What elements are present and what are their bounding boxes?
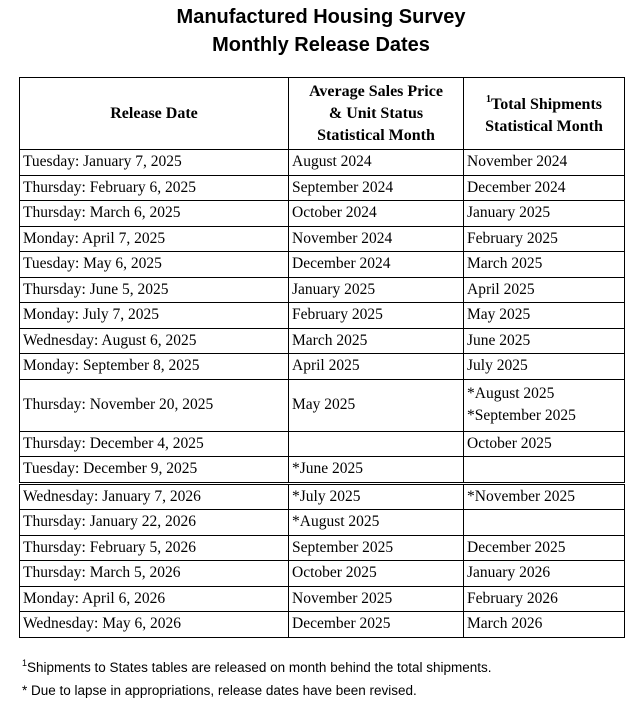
table-row: [20, 226, 625, 252]
header-ship-line1: [467, 89, 621, 116]
header-sales-price: [289, 78, 464, 150]
footnote-1: [22, 658, 492, 675]
table-row: [20, 354, 625, 380]
release-date-cell: Monday: April 6, 2026: [20, 586, 289, 612]
footnote-1-marker: 1: [22, 658, 28, 668]
shipments-month-cell: [464, 379, 625, 431]
sales-month-cell: December 2025: [289, 612, 464, 638]
release-date-cell: Thursday: February 6, 2025: [20, 175, 289, 201]
sales-month-cell: November 2025: [289, 586, 464, 612]
table-row: [20, 483, 625, 510]
header-ship-line2: Statistical Month: [485, 118, 603, 135]
table-row: [20, 379, 625, 431]
shipments-month-cell: [464, 457, 625, 484]
footnote-2: * Due to lapse in appropriations, release dates have been revised.: [22, 683, 417, 698]
shipments-month-cell: December 2024: [464, 175, 625, 201]
shipments-month-cell: June 2025: [464, 328, 625, 354]
shipments-month-cell: April 2025: [464, 277, 625, 303]
table-row: [20, 328, 625, 354]
shipments-month-cell: December 2025: [464, 535, 625, 561]
release-schedule-table: [19, 77, 625, 638]
release-date-cell: Thursday: December 4, 2025: [20, 431, 289, 457]
shipments-month-cell: February 2025: [464, 226, 625, 252]
release-date-cell: Monday: September 8, 2025: [20, 354, 289, 380]
release-date-cell: Thursday: November 20, 2025: [20, 379, 289, 431]
shipments-month-line2: *September 2025: [467, 407, 576, 424]
release-date-cell: Tuesday: December 9, 2025: [20, 457, 289, 484]
table-row: [20, 303, 625, 329]
release-date-cell: Thursday: March 5, 2026: [20, 561, 289, 587]
footnote-1-text: Shipments to States tables are released on month behind the total shipments.: [27, 660, 492, 675]
sales-month-cell: March 2025: [289, 328, 464, 354]
table-row: [20, 457, 625, 484]
table-row: [20, 150, 625, 176]
sales-month-cell: April 2025: [289, 354, 464, 380]
header-total-shipments: [464, 78, 625, 150]
table-row: [20, 561, 625, 587]
release-date-cell: Thursday: February 5, 2026: [20, 535, 289, 561]
shipments-month-cell: February 2026: [464, 586, 625, 612]
header-sales-line1: Average Sales Price: [309, 82, 443, 100]
sales-month-cell: September 2025: [289, 535, 464, 561]
sales-month-cell: *July 2025: [289, 483, 464, 510]
header-release-date: Release Date: [20, 78, 289, 150]
release-date-cell: Monday: July 7, 2025: [20, 303, 289, 329]
shipments-month-cell: *November 2025: [464, 483, 625, 510]
sales-month-cell: *August 2025: [289, 510, 464, 536]
release-date-cell: Tuesday: May 6, 2025: [20, 252, 289, 278]
table-row: [20, 175, 625, 201]
sales-month-cell: December 2024: [289, 252, 464, 278]
sales-month-cell: October 2025: [289, 561, 464, 587]
shipments-month-cell: July 2025: [464, 354, 625, 380]
release-date-cell: Thursday: March 6, 2025: [20, 201, 289, 227]
sales-month-cell: February 2025: [289, 303, 464, 329]
page-subtitle: Monthly Release Dates: [212, 34, 430, 56]
shipments-month-cell: November 2024: [464, 150, 625, 176]
table-row: [20, 612, 625, 638]
header-row: [20, 78, 625, 150]
sales-month-cell: August 2024: [289, 150, 464, 176]
shipments-month-cell: January 2025: [464, 201, 625, 227]
release-date-cell: Wednesday: January 7, 2026: [20, 483, 289, 510]
table-row: [20, 277, 625, 303]
header-sales-line3: Statistical Month: [317, 126, 435, 144]
shipments-month-cell: [464, 510, 625, 536]
header-ship-text: Total Shipments: [491, 96, 602, 113]
sales-month-cell: November 2024: [289, 226, 464, 252]
table-row: [20, 252, 625, 278]
table-row: [20, 201, 625, 227]
table-row: [20, 586, 625, 612]
table-row: [20, 535, 625, 561]
sales-month-cell: September 2024: [289, 175, 464, 201]
footnote-marker: 1: [486, 94, 491, 105]
sales-month-cell: October 2024: [289, 201, 464, 227]
shipments-month-cell: March 2026: [464, 612, 625, 638]
release-date-cell: Wednesday: May 6, 2026: [20, 612, 289, 638]
page-title: Manufactured Housing Survey: [176, 6, 466, 28]
shipments-month-cell: October 2025: [464, 431, 625, 457]
sales-month-cell: [289, 431, 464, 457]
release-date-cell: Tuesday: January 7, 2025: [20, 150, 289, 176]
release-date-cell: Thursday: January 22, 2026: [20, 510, 289, 536]
sales-month-cell: January 2025: [289, 277, 464, 303]
shipments-month-cell: January 2026: [464, 561, 625, 587]
shipments-month-line1: *August 2025: [467, 385, 555, 402]
release-date-cell: Thursday: June 5, 2025: [20, 277, 289, 303]
table-row: [20, 510, 625, 536]
shipments-month-cell: May 2025: [464, 303, 625, 329]
header-sales-line2: & Unit Status: [328, 104, 424, 122]
shipments-month-cell: March 2025: [464, 252, 625, 278]
sales-month-cell: May 2025: [289, 379, 464, 431]
release-date-cell: Wednesday: August 6, 2025: [20, 328, 289, 354]
release-date-cell: Monday: April 7, 2025: [20, 226, 289, 252]
sales-month-cell: *June 2025: [289, 457, 464, 484]
table-row: [20, 431, 625, 457]
